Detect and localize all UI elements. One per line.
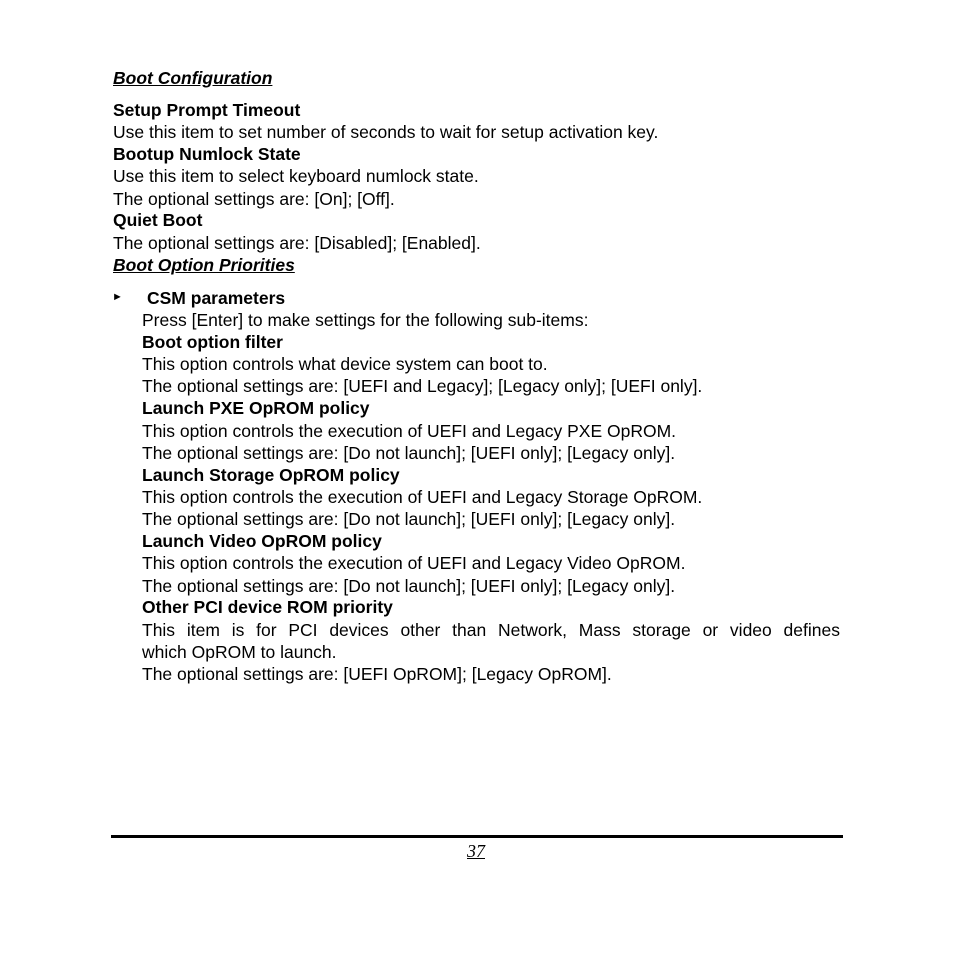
setup-prompt-title: Setup Prompt Timeout (113, 100, 301, 120)
launch-pxe-title: Launch PXE OpROM policy (142, 398, 370, 418)
boot-configuration-heading: Boot Configuration (113, 68, 273, 88)
other-pci-desc-line1: This item is for PCI devices other than Network, Mass storage or video defines (142, 620, 840, 640)
bullet-arrow-icon: ► (112, 291, 123, 303)
launch-storage-title: Launch Storage OpROM policy (142, 465, 400, 485)
other-pci-title: Other PCI device ROM priority (142, 597, 393, 617)
boot-option-filter-desc: This option controls what device system can boot to. (142, 354, 548, 374)
other-pci-options: The optional settings are: [UEFI OpROM]; [Legacy OpROM]. (142, 664, 612, 684)
launch-storage-options: The optional settings are: [Do not launch]; [UEFI only]; [Legacy only]. (142, 509, 676, 529)
launch-video-options: The optional settings are: [Do not launch]; [UEFI only]; [Legacy only]. (142, 576, 676, 596)
boot-option-priorities-heading: Boot Option Priorities (113, 255, 295, 275)
page-number: 37 (467, 841, 485, 861)
launch-video-desc: This option controls the execution of UEFI and Legacy Video OpROM. (142, 553, 686, 573)
quiet-boot-title: Quiet Boot (113, 210, 203, 230)
numlock-options: The optional settings are: [On]; [Off]. (113, 189, 395, 209)
launch-video-title: Launch Video OpROM policy (142, 531, 382, 551)
setup-prompt-desc: Use this item to set number of seconds to wait for setup activation key. (113, 122, 659, 142)
launch-pxe-options: The optional settings are: [Do not launch]; [UEFI only]; [Legacy only]. (142, 443, 676, 463)
numlock-desc: Use this item to select keyboard numlock state. (113, 166, 479, 186)
csm-parameters-title: CSM parameters (147, 288, 286, 308)
csm-parameters-desc: Press [Enter] to make settings for the following sub-items: (142, 310, 589, 330)
launch-pxe-desc: This option controls the execution of UEFI and Legacy PXE OpROM. (142, 421, 677, 441)
footer-divider (111, 835, 843, 838)
launch-storage-desc: This option controls the execution of UEFI and Legacy Storage OpROM. (142, 487, 703, 507)
other-pci-desc-line2: which OpROM to launch. (142, 642, 337, 662)
boot-option-filter-options: The optional settings are: [UEFI and Legacy]; [Legacy only]; [UEFI only]. (142, 376, 703, 396)
boot-option-filter-title: Boot option filter (142, 332, 283, 352)
quiet-boot-options: The optional settings are: [Disabled]; [Enabled]. (113, 233, 481, 253)
numlock-title: Bootup Numlock State (113, 144, 301, 164)
